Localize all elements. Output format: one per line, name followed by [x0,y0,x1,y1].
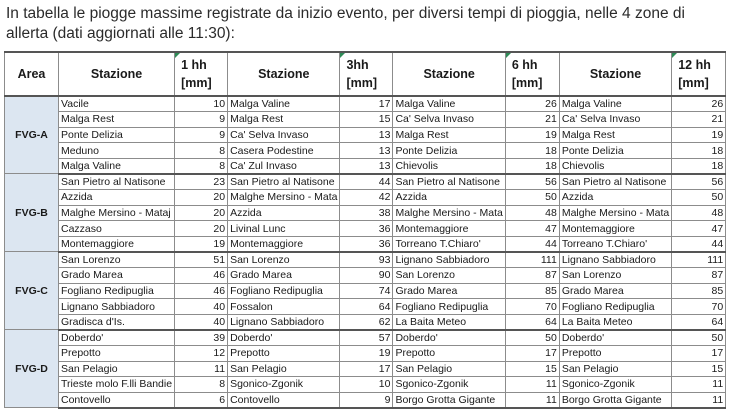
rain-value-cell: 111 [672,252,726,268]
comment-marker-icon [506,53,511,58]
rain-value-cell: 90 [340,268,393,284]
area-label: FVG-D [5,330,59,408]
station-cell: San Pelagio [559,361,671,377]
rain-value-cell: 39 [175,330,228,346]
rain-value-cell: 9 [175,112,228,128]
rain-value-cell: 17 [505,346,559,362]
rain-value-cell: 85 [672,283,726,299]
rain-value-cell: 19 [672,127,726,143]
rain-value-cell: 51 [175,252,228,268]
table-row [5,361,726,377]
rain-value-cell: 64 [505,314,559,330]
rain-value-cell: 40 [175,299,228,315]
table-row [5,299,726,315]
header-6h [505,52,559,96]
rain-value-cell: 18 [505,158,559,174]
station-cell: Borgo Grotta Gigante [559,392,671,408]
station-cell: Lignano Sabbiadoro [393,252,505,268]
station-cell: Chievolis [393,158,505,174]
rain-value-cell: 11 [672,392,726,408]
station-cell: Ponte Delizia [59,127,175,143]
station-cell: Malga Rest [228,112,340,128]
station-cell: Malga Rest [559,127,671,143]
station-cell: Livinal Lunc [228,221,340,237]
station-cell: La Baita Meteo [559,314,671,330]
rain-value-cell: 19 [505,127,559,143]
header-12h-label: 12 hh [678,58,711,72]
table-row [5,158,726,174]
comment-marker-icon [672,53,677,58]
rain-value-cell: 85 [505,283,559,299]
rain-value-cell: 21 [505,112,559,128]
table-row [5,283,726,299]
area-label: FVG-B [5,174,59,252]
rain-value-cell: 18 [672,143,726,159]
header-3h-label: 3hh [346,58,369,72]
station-cell: Borgo Grotta Gigante [393,392,505,408]
station-cell: Prepotto [393,346,505,362]
station-cell: Montemaggiore [559,221,671,237]
rain-value-cell: 56 [505,174,559,190]
station-cell: Lignano Sabbiadoro [228,314,340,330]
rain-value-cell: 50 [505,190,559,206]
table-row [5,221,726,237]
area-label: FVG-C [5,252,59,330]
rain-value-cell: 50 [505,330,559,346]
intro-text: In tabella le piogge massime registrate da inizio evento, per diversi tempi di pioggia, nelle 4 zone di allerta (dati aggiornati alle 11:30): [6,5,685,42]
station-cell: Grado Marea [59,268,175,284]
table-row [5,236,726,252]
header-1h-unit: [mm] [181,76,212,90]
station-cell: San Pietro al Natisone [59,174,175,190]
table-row [5,392,726,408]
table-row [5,174,726,190]
station-cell: Prepotto [59,346,175,362]
header-station-6h: Stazione [393,52,505,96]
rain-value-cell: 93 [340,252,393,268]
station-cell: Prepotto [559,346,671,362]
rain-value-cell: 13 [340,143,393,159]
rain-value-cell: 9 [175,127,228,143]
rain-value-cell: 44 [340,174,393,190]
rain-value-cell: 10 [340,377,393,393]
comment-marker-icon [340,53,345,58]
rain-value-cell: 26 [672,96,726,112]
rain-value-cell: 50 [672,190,726,206]
rain-value-cell: 17 [340,96,393,112]
station-cell: Grado Marea [228,268,340,284]
station-cell: San Pietro al Natisone [559,174,671,190]
station-cell: Torreano T.Chiaro' [559,236,671,252]
table-row [5,268,726,284]
rain-value-cell: 111 [505,252,559,268]
rain-value-cell: 15 [505,361,559,377]
station-cell: Chievolis [559,158,671,174]
rain-value-cell: 26 [505,96,559,112]
station-cell: Fogliano Redipuglia [393,299,505,315]
station-cell: Vacile [59,96,175,112]
rain-value-cell: 36 [340,221,393,237]
rain-value-cell: 18 [672,158,726,174]
rain-value-cell: 17 [672,346,726,362]
table-row [5,112,726,128]
header-12h-unit: [mm] [678,76,709,90]
rain-value-cell: 70 [505,299,559,315]
station-cell: Ponte Delizia [559,143,671,159]
rain-value-cell: 23 [175,174,228,190]
header-12h [672,52,726,96]
station-cell: La Baita Meteo [393,314,505,330]
rain-value-cell: 11 [505,392,559,408]
station-cell: Torreano T.Chiaro' [393,236,505,252]
rain-value-cell: 8 [175,158,228,174]
station-cell: Grado Marea [393,283,505,299]
rain-value-cell: 47 [672,221,726,237]
rain-value-cell: 40 [175,314,228,330]
table-row [5,96,726,112]
station-cell: San Pietro al Natisone [228,174,340,190]
rain-value-cell: 20 [175,221,228,237]
rain-value-cell: 8 [175,143,228,159]
station-cell: Prepotto [228,346,340,362]
station-cell: San Pelagio [59,361,175,377]
rain-value-cell: 48 [672,205,726,221]
rain-value-cell: 15 [672,361,726,377]
station-cell: Ca' Selva Invaso [393,112,505,128]
table-row [5,252,726,268]
station-cell: Montemaggiore [59,236,175,252]
rain-value-cell: 9 [340,392,393,408]
comment-marker-icon [175,53,180,58]
rain-value-cell: 64 [672,314,726,330]
table-row [5,190,726,206]
rain-value-cell: 44 [672,236,726,252]
rain-value-cell: 48 [505,205,559,221]
station-cell: San Lorenzo [59,252,175,268]
header-row [5,52,726,96]
station-cell: Malga Rest [59,112,175,128]
header-station-12h: Stazione [559,52,671,96]
rain-value-cell: 6 [175,392,228,408]
header-6h-unit: [mm] [511,76,543,90]
station-cell: San Lorenzo [393,268,505,284]
station-cell: Gradisca d'Is. [59,314,175,330]
rain-value-cell: 44 [505,236,559,252]
rain-value-cell: 18 [505,143,559,159]
table-row [5,143,726,159]
station-cell: San Pelagio [393,361,505,377]
header-6h-label: 6 hh [511,58,538,72]
header-3h-unit: [mm] [346,76,378,90]
station-cell: San Lorenzo [559,268,671,284]
station-cell: Malga Valine [228,96,340,112]
rain-value-cell: 20 [175,205,228,221]
table-body [5,96,726,408]
header-station-3h: Stazione [228,52,340,96]
station-cell: Ca' Selva Invaso [559,112,671,128]
rain-value-cell: 11 [672,377,726,393]
station-cell: Fossalon [228,299,340,315]
station-cell: Contovello [228,392,340,408]
station-cell: Montemaggiore [393,221,505,237]
rain-value-cell: 10 [175,96,228,112]
rain-value-cell: 42 [340,190,393,206]
station-cell: Malghe Mersino - Mataj [59,205,175,221]
table-row [5,314,726,330]
rain-value-cell: 8 [175,377,228,393]
station-cell: Malghe Mersino - Mata [228,190,340,206]
table-row [5,346,726,362]
rain-value-cell: 11 [505,377,559,393]
rain-value-cell: 13 [340,127,393,143]
rain-value-cell: 15 [340,112,393,128]
station-cell: Doberdo' [59,330,175,346]
station-cell: Contovello [59,392,175,408]
station-cell: Fogliano Redipuglia [59,283,175,299]
rain-value-cell: 74 [340,283,393,299]
rain-value-cell: 57 [340,330,393,346]
area-label: FVG-A [5,96,59,174]
rain-value-cell: 46 [175,268,228,284]
table-row [5,330,726,346]
header-3h [340,52,393,96]
station-cell: Azzida [228,205,340,221]
rain-value-cell: 64 [340,299,393,315]
header-1h [175,52,228,96]
station-cell: Sgonico-Zgonik [228,377,340,393]
station-cell: Malga Rest [393,127,505,143]
station-cell: San Lorenzo [228,252,340,268]
rainfall-table [4,51,726,409]
table-row [5,377,726,393]
station-cell: Trieste molo F.lli Bandie [59,377,175,393]
station-cell: Casera Podestine [228,143,340,159]
station-cell: Malghe Mersino - Mata [559,205,671,221]
station-cell: Malghe Mersino - Mata [393,205,505,221]
station-cell: Sgonico-Zgonik [559,377,671,393]
rain-value-cell: 46 [175,283,228,299]
station-cell: Montemaggiore [228,236,340,252]
station-cell: Azzida [59,190,175,206]
rain-value-cell: 20 [175,190,228,206]
station-cell: Grado Marea [559,283,671,299]
station-cell: Fogliano Redipuglia [228,283,340,299]
rain-value-cell: 87 [505,268,559,284]
station-cell: Malga Valine [59,158,175,174]
station-cell: Ca' Selva Invaso [228,127,340,143]
rain-value-cell: 70 [672,299,726,315]
station-cell: Ca' Zul Invaso [228,158,340,174]
rain-value-cell: 17 [340,361,393,377]
station-cell: Doberdo' [393,330,505,346]
rain-value-cell: 11 [175,361,228,377]
station-cell: Lignano Sabbiadoro [559,252,671,268]
rain-value-cell: 19 [340,346,393,362]
rain-value-cell: 13 [340,158,393,174]
rain-value-cell: 47 [505,221,559,237]
station-cell: San Pelagio [228,361,340,377]
table-row [5,127,726,143]
station-cell: Cazzaso [59,221,175,237]
station-cell: Azzida [559,190,671,206]
rain-value-cell: 19 [175,236,228,252]
rain-value-cell: 21 [672,112,726,128]
rain-value-cell: 38 [340,205,393,221]
header-area: Area [5,52,59,96]
rain-value-cell: 36 [340,236,393,252]
station-cell: Malga Valine [559,96,671,112]
rain-value-cell: 12 [175,346,228,362]
station-cell: Doberdo' [559,330,671,346]
rain-value-cell: 87 [672,268,726,284]
rain-value-cell: 50 [672,330,726,346]
station-cell: San Pietro al Natisone [393,174,505,190]
header-1h-label: 1 hh [181,58,207,72]
rain-value-cell: 56 [672,174,726,190]
station-cell: Azzida [393,190,505,206]
station-cell: Malga Valine [393,96,505,112]
station-cell: Doberdo' [228,330,340,346]
station-cell: Meduno [59,143,175,159]
station-cell: Sgonico-Zgonik [393,377,505,393]
table-row [5,205,726,221]
header-station-1h: Stazione [59,52,175,96]
station-cell: Ponte Delizia [393,143,505,159]
station-cell: Lignano Sabbiadoro [59,299,175,315]
rain-value-cell: 62 [340,314,393,330]
station-cell: Fogliano Redipuglia [559,299,671,315]
